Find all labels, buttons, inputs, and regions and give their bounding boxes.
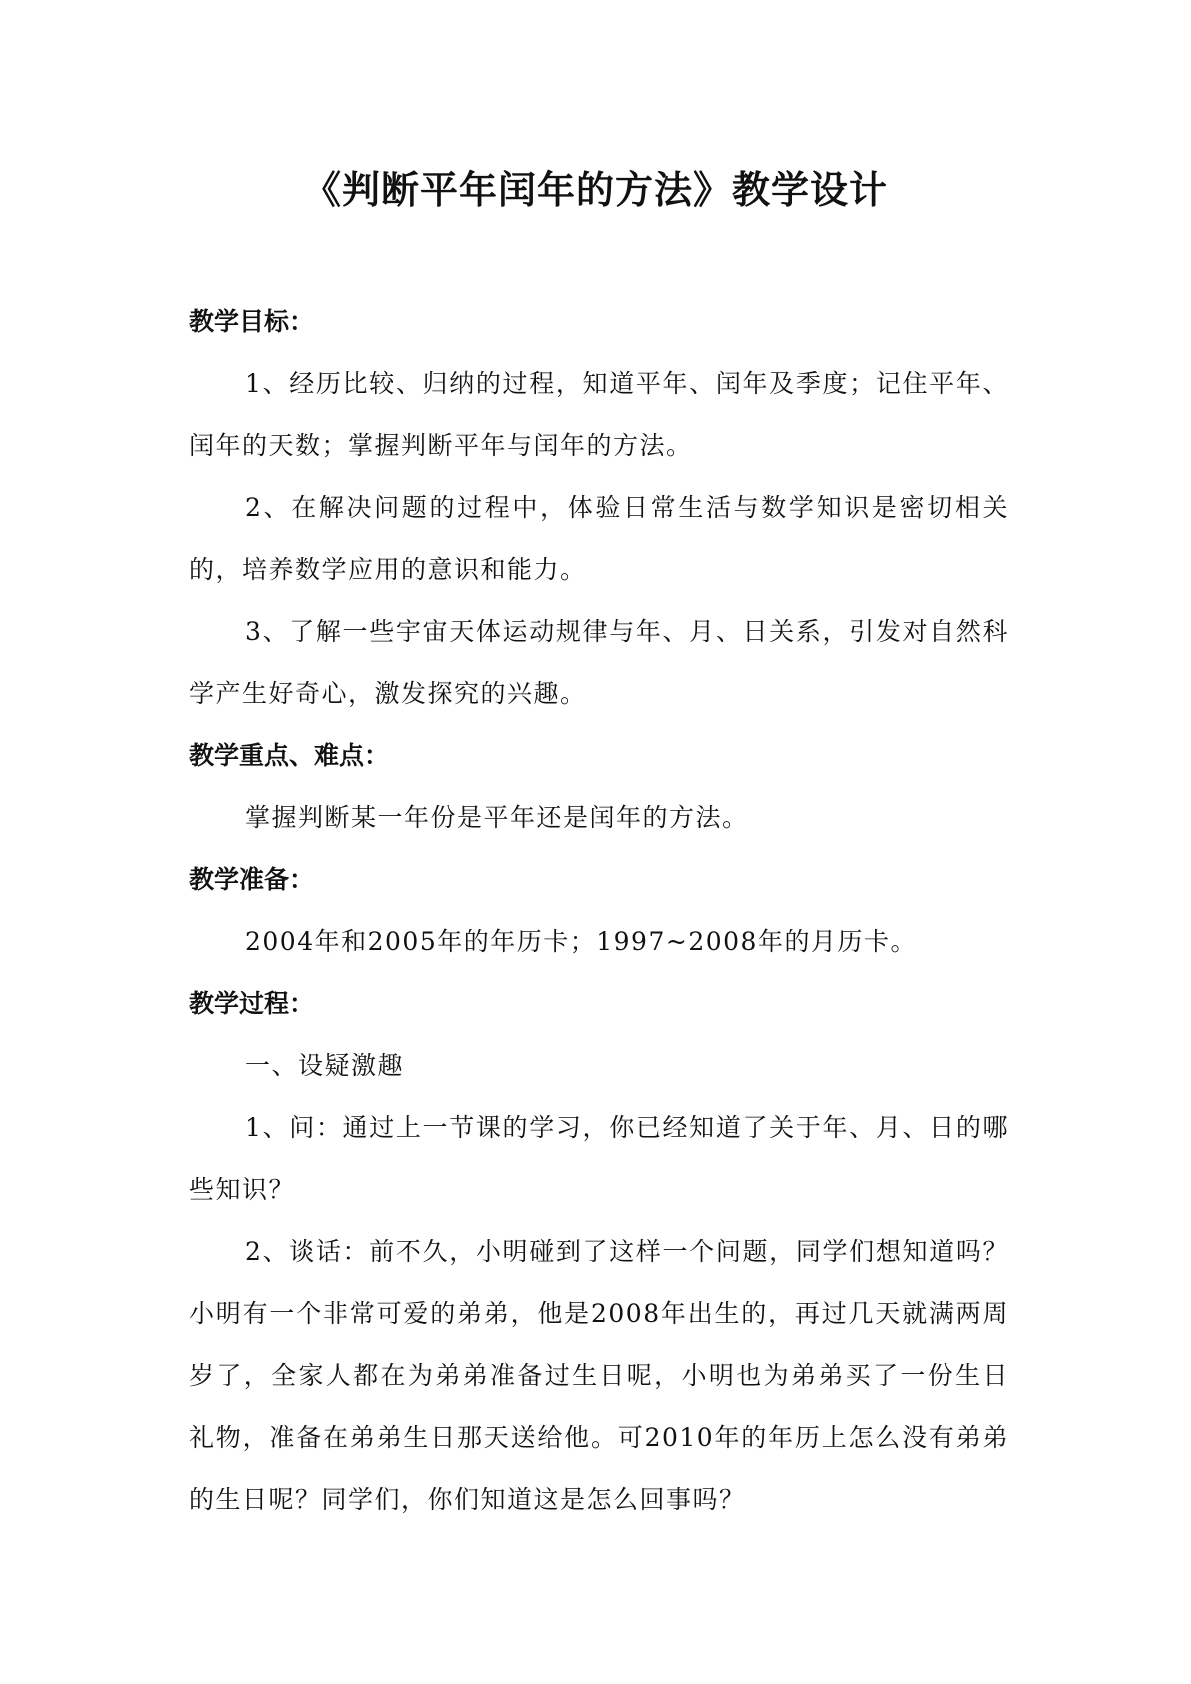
paragraph: 掌握判断某一年份是平年还是闰年的方法。 xyxy=(245,803,749,832)
section-key-points xyxy=(189,725,1009,849)
section-preparation xyxy=(189,849,1009,973)
section-teaching-process xyxy=(189,973,1009,1531)
section-heading: 教学过程： xyxy=(189,989,315,1018)
document-title: 《判断平年闰年的方法》教学设计 xyxy=(302,168,888,212)
paragraph: 1、经历比较、归纳的过程，知道平年、闰年及季度；记住平年、闰年的天数；掌握判断平年与闰年的方法。 xyxy=(189,369,1009,460)
paragraph: 2004年和2005年的年历卡；1997~2008年的月历卡。 xyxy=(245,927,917,956)
paragraph: 一、设疑激趣 xyxy=(245,1051,405,1080)
section-teaching-objectives xyxy=(189,291,1009,725)
paragraph: 3、了解一些宇宙天体运动规律与年、月、日关系，引发对自然科学产生好奇心，激发探究的兴趣。 xyxy=(189,617,1009,708)
section-heading: 教学目标： xyxy=(189,307,315,336)
paragraph: 2、在解决问题的过程中，体验日常生活与数学知识是密切相关的，培养数学应用的意识和能力。 xyxy=(189,493,1009,584)
section-heading: 教学重点、难点： xyxy=(189,741,390,770)
section-heading: 教学准备： xyxy=(189,865,315,894)
document-body xyxy=(189,291,1009,1531)
paragraph: 2、谈话：前不久，小明碰到了这样一个问题，同学们想知道吗？小明有一个非常可爱的弟弟，他是2008年出生的，再过几天就满两周岁了，全家人都在为弟弟准备过生日呢，小明也为弟弟买了一份生日礼物，准备在弟弟生日那天送给他。可2010年的年历上怎么没有弟弟的生日呢？同学们，你们知道这是怎么回事吗？ xyxy=(189,1237,1009,1514)
paragraph: 1、问：通过上一节课的学习，你已经知道了关于年、月、日的哪些知识？ xyxy=(189,1113,1009,1204)
